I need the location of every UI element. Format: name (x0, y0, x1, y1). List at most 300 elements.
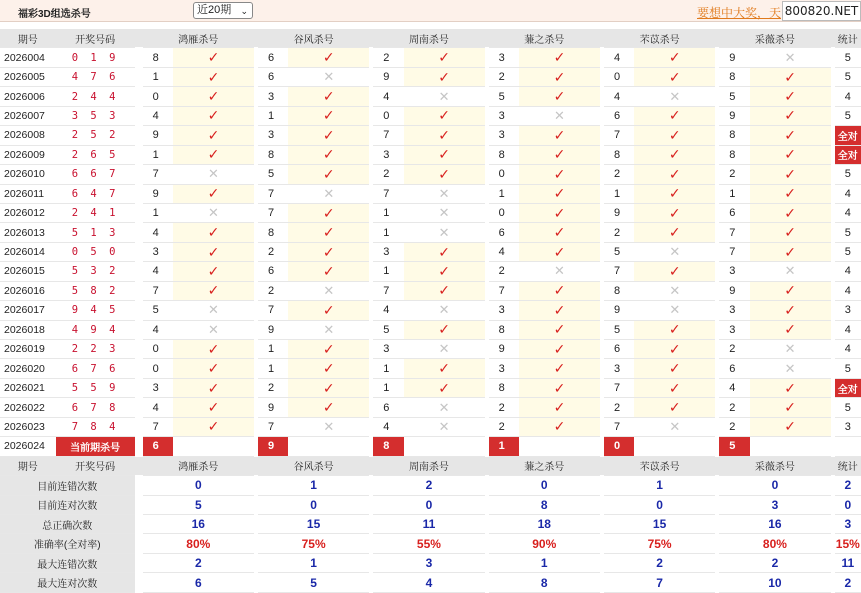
kill-number-cell: 9 (719, 107, 749, 126)
kill-number-cell: 6 (258, 48, 288, 67)
check-icon: ✓ (750, 68, 831, 87)
summary-value: 16 (719, 515, 830, 534)
check-icon: ✓ (519, 340, 600, 359)
kill-number-cell: 0 (373, 107, 403, 126)
kill-number-cell: 6 (258, 262, 288, 281)
summary-value: 8 (489, 573, 600, 593)
kill-number-cell: 8 (604, 282, 634, 301)
check-icon: ✓ (404, 321, 485, 340)
kill-number-cell: 7 (373, 126, 403, 145)
kill-number-cell: 5 (373, 321, 403, 340)
draw-number-cell: 7 8 4 (56, 418, 135, 437)
issue-cell: 2026010 (0, 165, 56, 184)
check-icon: ✓ (750, 223, 831, 242)
table-row (0, 340, 861, 359)
check-icon: ✓ (750, 321, 831, 340)
tally-cell: 4 (835, 321, 861, 340)
check-icon: ✓ (404, 359, 485, 378)
check-icon: ✓ (634, 321, 715, 340)
column-gap (135, 165, 143, 184)
tally-cell: 4 (835, 340, 861, 359)
check-icon: ✓ (519, 146, 600, 165)
kill-number-cell: 4 (604, 48, 634, 67)
kill-number-cell: 4 (143, 262, 173, 281)
cross-icon: ✕ (404, 204, 485, 223)
tally-cell: 5 (835, 165, 861, 184)
header-expert: 芣苡杀号 (604, 29, 715, 48)
header-expert: 鸿雁杀号 (143, 29, 254, 48)
summary-tally: 15% (835, 534, 861, 553)
cross-icon: ✕ (404, 185, 485, 204)
draw-number-cell: 4 7 6 (56, 68, 135, 87)
column-gap (135, 301, 143, 320)
kill-number-cell: 2 (258, 282, 288, 301)
summary-value: 3 (373, 554, 484, 573)
summary-value: 0 (489, 476, 600, 495)
summary-value: 1 (258, 476, 369, 495)
kill-number-cell: 4 (143, 223, 173, 242)
check-icon: ✓ (519, 418, 600, 437)
kill-number-cell: 5 (604, 243, 634, 262)
kill-number-cell: 7 (604, 379, 634, 398)
kill-number-cell: 4 (373, 87, 403, 106)
kill-number-cell: 4 (604, 87, 634, 106)
table-row (0, 321, 861, 340)
check-icon: ✓ (634, 185, 715, 204)
kill-number-cell: 2 (258, 243, 288, 262)
check-icon: ✓ (404, 126, 485, 145)
kill-number-cell: 2 (489, 68, 519, 87)
period-select-value: 近20期 (197, 4, 232, 16)
kill-number-cell: 8 (719, 146, 749, 165)
cross-icon: ✕ (288, 185, 369, 204)
kill-number-cell: 3 (489, 359, 519, 378)
check-icon: ✓ (173, 379, 254, 398)
kill-number-cell: 8 (719, 68, 749, 87)
site-tag: 800820.NET (782, 1, 861, 21)
header-expert: 鸿雁杀号 (143, 457, 254, 476)
issue-cell: 2026018 (0, 321, 56, 340)
kill-number-cell: 9 (489, 340, 519, 359)
summary-value: 2 (373, 476, 484, 495)
kill-number-cell: 0 (489, 165, 519, 184)
blank-cell (288, 437, 369, 456)
check-icon: ✓ (288, 146, 369, 165)
table-row (0, 243, 861, 262)
tally-cell: 5 (835, 398, 861, 417)
tally-cell: 4 (835, 204, 861, 223)
summary-value: 15 (604, 515, 715, 534)
kill-number-cell: 6 (258, 68, 288, 87)
current-issue-cell: 2026024 (0, 437, 56, 456)
kill-number-cell: 0 (489, 204, 519, 223)
check-icon: ✓ (404, 282, 485, 301)
current-kill-label: 当前期杀号 (56, 437, 135, 456)
summary-value: 2 (604, 554, 715, 573)
kill-number-cell: 3 (489, 301, 519, 320)
draw-number-cell: 2 4 4 (56, 87, 135, 106)
check-icon: ✓ (750, 398, 831, 417)
ad-link[interactable]: 要想中大奖，天 (697, 6, 782, 20)
tally-cell: 3 (835, 301, 861, 320)
column-gap (135, 68, 143, 87)
kill-number-cell: 1 (373, 379, 403, 398)
kill-number-cell: 4 (143, 107, 173, 126)
kill-number-cell: 8 (258, 146, 288, 165)
check-icon: ✓ (519, 359, 600, 378)
cross-icon: ✕ (404, 418, 485, 437)
summary-value: 15 (258, 515, 369, 534)
summary-value: 6 (143, 573, 254, 593)
column-gap (135, 534, 143, 553)
header-expert: 谷风杀号 (258, 29, 369, 48)
check-icon: ✓ (519, 223, 600, 242)
check-icon: ✓ (519, 185, 600, 204)
current-kill-number: 5 (719, 437, 749, 456)
current-kill-number: 6 (143, 437, 173, 456)
header-expert: 芣苡杀号 (604, 457, 715, 476)
summary-value: 8 (489, 496, 600, 515)
summary-value: 75% (604, 534, 715, 553)
column-gap (135, 476, 143, 495)
tally-cell: 全对 (835, 146, 861, 165)
draw-number-cell: 6 4 7 (56, 185, 135, 204)
current-kill-number: 1 (489, 437, 519, 456)
cross-icon: ✕ (173, 301, 254, 320)
summary-row (0, 573, 861, 593)
kill-number-cell: 6 (719, 204, 749, 223)
kill-number-cell: 4 (373, 418, 403, 437)
summary-value: 1 (489, 554, 600, 573)
check-icon: ✓ (288, 126, 369, 145)
draw-number-cell: 6 7 6 (56, 359, 135, 378)
check-icon: ✓ (750, 185, 831, 204)
summary-value: 0 (258, 496, 369, 515)
kill-number-cell: 4 (143, 398, 173, 417)
summary-row (0, 554, 861, 573)
column-gap (135, 321, 143, 340)
check-icon: ✓ (404, 107, 485, 126)
kill-number-cell: 7 (143, 282, 173, 301)
table-row (0, 398, 861, 417)
table-row (0, 418, 861, 437)
period-select[interactable] (193, 2, 253, 19)
draw-number-cell: 4 9 4 (56, 321, 135, 340)
draw-number-cell: 5 8 2 (56, 282, 135, 301)
table-row (0, 107, 861, 126)
header-tally: 统计 (835, 29, 861, 48)
summary-tally: 2 (835, 476, 861, 495)
summary-row (0, 476, 861, 495)
cross-icon: ✕ (404, 87, 485, 106)
check-icon: ✓ (173, 185, 254, 204)
kill-number-cell: 3 (719, 262, 749, 281)
cross-icon: ✕ (404, 340, 485, 359)
column-gap (135, 359, 143, 378)
issue-cell: 2026020 (0, 359, 56, 378)
column-gap (135, 223, 143, 242)
check-icon: ✓ (750, 301, 831, 320)
check-icon: ✓ (288, 340, 369, 359)
summary-row (0, 496, 861, 515)
kill-number-cell: 1 (604, 185, 634, 204)
check-icon: ✓ (173, 223, 254, 242)
check-icon: ✓ (173, 359, 254, 378)
kill-number-cell: 3 (258, 126, 288, 145)
kill-number-cell: 6 (604, 107, 634, 126)
check-icon: ✓ (404, 146, 485, 165)
summary-value: 3 (719, 496, 830, 515)
summary-value: 0 (604, 496, 715, 515)
kill-number-cell: 0 (143, 359, 173, 378)
check-icon: ✓ (634, 107, 715, 126)
kill-number-cell: 1 (373, 223, 403, 242)
kill-number-cell: 8 (489, 146, 519, 165)
kill-number-cell: 1 (373, 262, 403, 281)
check-icon: ✓ (519, 48, 600, 67)
kill-number-cell: 3 (258, 87, 288, 106)
kill-number-cell: 1 (719, 185, 749, 204)
summary-label: 目前连对次数 (0, 496, 135, 515)
cross-icon: ✕ (750, 359, 831, 378)
kill-number-cell: 1 (373, 204, 403, 223)
column-gap (135, 515, 143, 534)
summary-value: 7 (604, 573, 715, 593)
check-icon: ✓ (173, 262, 254, 281)
check-icon: ✓ (288, 165, 369, 184)
cross-icon: ✕ (173, 165, 254, 184)
cross-icon: ✕ (519, 107, 600, 126)
kill-number-cell: 6 (604, 340, 634, 359)
check-icon: ✓ (519, 126, 600, 145)
cross-icon: ✕ (634, 243, 715, 262)
summary-label: 总正确次数 (0, 515, 135, 534)
summary-label: 目前连错次数 (0, 476, 135, 495)
check-icon: ✓ (634, 379, 715, 398)
kill-number-cell: 7 (373, 185, 403, 204)
blank-cell (634, 437, 715, 456)
summary-value: 80% (719, 534, 830, 553)
issue-cell: 2026009 (0, 146, 56, 165)
kill-number-cell: 6 (489, 223, 519, 242)
kill-number-cell: 1 (258, 359, 288, 378)
issue-cell: 2026019 (0, 340, 56, 359)
kill-number-cell: 3 (143, 243, 173, 262)
kill-number-cell: 3 (719, 301, 749, 320)
header-tally: 统计 (835, 457, 861, 476)
kill-number-cell: 1 (373, 359, 403, 378)
header-expert: 采薇杀号 (719, 457, 830, 476)
top-bar (0, 0, 861, 22)
table-row (0, 359, 861, 378)
kill-number-cell: 9 (373, 68, 403, 87)
kill-number-cell: 3 (143, 379, 173, 398)
summary-row (0, 534, 861, 553)
column-gap (135, 185, 143, 204)
check-icon: ✓ (173, 126, 254, 145)
kill-number-cell: 1 (143, 146, 173, 165)
check-icon: ✓ (288, 87, 369, 106)
check-icon: ✓ (288, 301, 369, 320)
kill-number-cell: 8 (719, 126, 749, 145)
header-draw: 开奖号码 (56, 457, 135, 476)
check-icon: ✓ (404, 165, 485, 184)
issue-cell: 2026012 (0, 204, 56, 223)
summary-header-row (0, 457, 861, 476)
column-gap (135, 262, 143, 281)
check-icon: ✓ (519, 282, 600, 301)
check-icon: ✓ (519, 165, 600, 184)
column-gap (135, 204, 143, 223)
header-issue: 期号 (0, 457, 56, 476)
check-icon: ✓ (404, 262, 485, 281)
check-icon: ✓ (173, 146, 254, 165)
summary-label: 最大连错次数 (0, 554, 135, 573)
column-gap (135, 29, 143, 48)
issue-cell: 2026005 (0, 68, 56, 87)
header-row (0, 29, 861, 48)
column-gap (135, 87, 143, 106)
kill-number-cell: 9 (143, 185, 173, 204)
blank-cell (835, 437, 861, 456)
kill-number-cell: 4 (489, 243, 519, 262)
draw-number-cell: 2 4 1 (56, 204, 135, 223)
draw-number-cell: 5 3 2 (56, 262, 135, 281)
kill-number-cell: 3 (604, 359, 634, 378)
summary-value: 1 (258, 554, 369, 573)
check-icon: ✓ (634, 340, 715, 359)
check-icon: ✓ (288, 398, 369, 417)
table-row (0, 282, 861, 301)
check-icon: ✓ (173, 418, 254, 437)
check-icon: ✓ (288, 223, 369, 242)
issue-cell: 2026022 (0, 398, 56, 417)
check-icon: ✓ (634, 262, 715, 281)
cross-icon: ✕ (634, 87, 715, 106)
header-expert: 蒹之杀号 (489, 29, 600, 48)
column-gap (135, 437, 143, 456)
header-expert: 周南杀号 (373, 29, 484, 48)
check-icon: ✓ (519, 204, 600, 223)
check-icon: ✓ (634, 126, 715, 145)
draw-number-cell: 3 5 3 (56, 107, 135, 126)
tally-cell: 4 (835, 262, 861, 281)
kill-number-cell: 7 (258, 418, 288, 437)
cross-icon: ✕ (288, 418, 369, 437)
kill-number-cell: 2 (489, 262, 519, 281)
kill-number-table (0, 29, 861, 593)
tally-cell: 5 (835, 359, 861, 378)
check-icon: ✓ (173, 398, 254, 417)
cross-icon: ✕ (173, 204, 254, 223)
kill-number-cell: 5 (143, 301, 173, 320)
cross-icon: ✕ (750, 48, 831, 67)
table-row (0, 223, 861, 242)
kill-number-cell: 9 (143, 126, 173, 145)
column-gap (135, 107, 143, 126)
cross-icon: ✕ (519, 262, 600, 281)
check-icon: ✓ (519, 87, 600, 106)
kill-number-cell: 1 (143, 68, 173, 87)
check-icon: ✓ (519, 398, 600, 417)
issue-cell: 2026011 (0, 185, 56, 204)
kill-number-cell: 3 (373, 340, 403, 359)
summary-label: 准确率(全对率) (0, 534, 135, 553)
summary-value: 0 (373, 496, 484, 515)
kill-number-cell: 5 (258, 165, 288, 184)
check-icon: ✓ (519, 68, 600, 87)
check-icon: ✓ (404, 243, 485, 262)
summary-value: 2 (719, 554, 830, 573)
tally-cell: 3 (835, 418, 861, 437)
kill-number-cell: 4 (143, 321, 173, 340)
cross-icon: ✕ (634, 301, 715, 320)
kill-number-cell: 7 (258, 204, 288, 223)
check-icon: ✓ (750, 146, 831, 165)
kill-number-cell: 2 (604, 165, 634, 184)
kill-number-cell: 2 (373, 48, 403, 67)
kill-number-cell: 7 (143, 418, 173, 437)
kill-number-cell: 9 (258, 398, 288, 417)
tally-cell: 5 (835, 68, 861, 87)
kill-number-cell: 8 (489, 321, 519, 340)
summary-value: 75% (258, 534, 369, 553)
check-icon: ✓ (634, 165, 715, 184)
kill-number-cell: 7 (719, 223, 749, 242)
draw-number-cell: 5 5 9 (56, 379, 135, 398)
kill-number-cell: 7 (604, 126, 634, 145)
tally-cell: 全对 (835, 379, 861, 398)
check-icon: ✓ (173, 107, 254, 126)
kill-number-cell: 4 (719, 379, 749, 398)
table-row (0, 262, 861, 281)
kill-number-cell: 2 (719, 165, 749, 184)
draw-number-cell: 6 6 7 (56, 165, 135, 184)
check-icon: ✓ (173, 87, 254, 106)
table-row (0, 165, 861, 184)
current-kill-number: 9 (258, 437, 288, 456)
issue-cell: 2026013 (0, 223, 56, 242)
kill-number-cell: 2 (719, 398, 749, 417)
kill-number-cell: 5 (604, 321, 634, 340)
kill-number-cell: 4 (373, 301, 403, 320)
tally-cell: 全对 (835, 126, 861, 145)
tally-cell: 4 (835, 87, 861, 106)
table-row (0, 126, 861, 145)
kill-number-cell: 7 (258, 301, 288, 320)
issue-cell: 2026015 (0, 262, 56, 281)
check-icon: ✓ (173, 282, 254, 301)
draw-number-cell: 0 5 0 (56, 243, 135, 262)
check-icon: ✓ (288, 379, 369, 398)
summary-row (0, 515, 861, 534)
check-icon: ✓ (288, 204, 369, 223)
kill-number-cell: 1 (258, 107, 288, 126)
kill-number-cell: 2 (604, 223, 634, 242)
draw-number-cell: 9 4 5 (56, 301, 135, 320)
kill-number-cell: 0 (604, 68, 634, 87)
summary-value: 16 (143, 515, 254, 534)
kill-number-cell: 0 (143, 87, 173, 106)
check-icon: ✓ (404, 379, 485, 398)
current-kill-number: 8 (373, 437, 403, 456)
tally-cell: 5 (835, 48, 861, 67)
issue-cell: 2026004 (0, 48, 56, 67)
check-icon: ✓ (750, 243, 831, 262)
kill-number-cell: 1 (143, 204, 173, 223)
issue-cell: 2026008 (0, 126, 56, 145)
tally-cell: 4 (835, 282, 861, 301)
